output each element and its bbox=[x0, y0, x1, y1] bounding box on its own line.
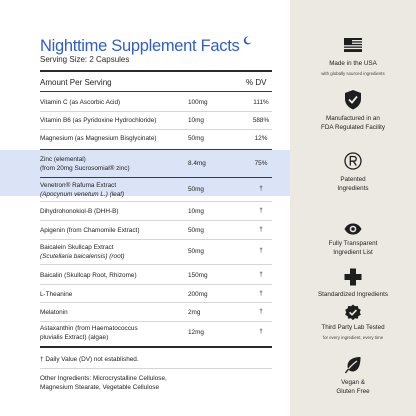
nutrient-amount: 150mg bbox=[188, 272, 208, 279]
nutrient-name-line2: pluvialis Extract) (algae) bbox=[40, 334, 109, 341]
nutrient-amount: 10mg bbox=[188, 208, 204, 215]
nutrient-name: L-Theanine bbox=[40, 291, 73, 298]
row-divider bbox=[40, 111, 272, 112]
nutrient-dv: 111% bbox=[253, 99, 269, 106]
nutrient-amount: 50mg bbox=[188, 186, 204, 193]
badge-label-line1: Patented bbox=[340, 176, 366, 183]
other-ingredients-line1: Other Ingredients: Microcrystalline Cellulose, bbox=[40, 375, 167, 382]
nutrient-name: Vitamin B6 (as Pyridoxine Hydrochloride) bbox=[40, 117, 157, 124]
nutrient-dv: † bbox=[259, 290, 263, 297]
nutrient-name-line1: Zinc (elemental) bbox=[40, 156, 86, 163]
astaxanthin-name: Astaxanthin (from Haematococcus bbox=[40, 325, 138, 332]
nutrient-amount: 2mg bbox=[188, 309, 201, 316]
row-divider bbox=[40, 129, 272, 130]
nutrient-dv: 75% bbox=[254, 160, 268, 167]
nutrient-dv: † bbox=[259, 308, 263, 315]
nutrient-dv: † bbox=[259, 226, 263, 233]
serving-size: Serving Size: 2 Capsules bbox=[40, 55, 130, 64]
nutrient-dv: † bbox=[259, 207, 263, 214]
usa-flag-icon bbox=[344, 38, 362, 56]
badge-note: for every ingredient, every time bbox=[322, 335, 384, 340]
divider-thick bbox=[40, 70, 272, 72]
nutrient-amount: 50mg bbox=[188, 135, 204, 142]
badge-label-line2: FDA Regulated Facility bbox=[320, 124, 386, 131]
shield-check-icon bbox=[344, 90, 362, 108]
eye-icon bbox=[344, 222, 362, 240]
row-divider bbox=[40, 220, 272, 221]
row-divider bbox=[40, 201, 272, 202]
badge-label-line2: Ingredient List bbox=[333, 249, 373, 256]
nutrient-amount: 12mg bbox=[188, 329, 204, 336]
row-divider bbox=[40, 239, 272, 240]
badge-label-line1: Fully Transparent bbox=[328, 240, 378, 247]
nutrient-dv: † bbox=[259, 328, 263, 335]
row-divider bbox=[40, 321, 272, 322]
nutrient-amount: 100mg bbox=[188, 99, 208, 106]
other-ingredients-line2: Magnesium Stearate, Vegetable Cellulose bbox=[40, 384, 160, 391]
nutrient-name-line1: Venetron® Rafuma Extract bbox=[40, 182, 117, 189]
panel-title bbox=[40, 31, 252, 56]
nutrient-dv: 588% bbox=[252, 117, 270, 124]
nutrient-dv: † bbox=[259, 185, 263, 192]
badge-label-line2: Ingredients bbox=[337, 185, 369, 192]
plus-icon bbox=[344, 268, 362, 286]
nutrient-amount: 50mg bbox=[188, 227, 204, 234]
nutrient-name-line2: (Scutellaria baicalensis) (root) bbox=[40, 253, 125, 260]
badge-label: Made in the USA bbox=[329, 60, 377, 67]
nutrient-dv: † bbox=[259, 247, 263, 254]
dv-header: % DV bbox=[246, 78, 267, 87]
title-text: Nighttime Supplement Facts bbox=[40, 37, 240, 55]
nutrient-amount: 10mg bbox=[188, 117, 204, 124]
nutrient-name bbox=[40, 181, 180, 199]
nutrient-name: Baicalin (Skullcap Root, Rhizome) bbox=[40, 272, 137, 279]
badge-label: Third Party Lab Tested bbox=[321, 324, 385, 331]
badge-label-line2: Gluten Free bbox=[336, 388, 370, 395]
amount-per-serving-header: Amount Per Serving bbox=[40, 78, 112, 87]
badge-label-line1: Manufactured in an bbox=[326, 115, 380, 122]
badge-label-line1: Vegan & bbox=[341, 379, 365, 386]
moon-icon bbox=[243, 31, 252, 50]
nutrient-name-line1: Baicalein Skullcap Extract bbox=[40, 244, 114, 251]
nutrient-name: Magnesium (as Magnesium Bisglycinate) bbox=[40, 135, 157, 142]
divider-footnote bbox=[40, 368, 272, 369]
registered-icon bbox=[344, 152, 362, 170]
nutrient-amount: 8.4mg bbox=[188, 160, 206, 167]
nutrient-name-line2: (from 20mg Sucrosomial® zinc) bbox=[40, 165, 130, 172]
other-ingredients bbox=[40, 374, 272, 392]
dv-footnote: † Daily Value (DV) not established. bbox=[40, 356, 139, 363]
divider-header bbox=[40, 91, 272, 92]
row-divider bbox=[40, 177, 272, 178]
nutrient-name bbox=[40, 155, 180, 173]
nutrient-name-line1 bbox=[40, 324, 180, 333]
seal-check-icon bbox=[344, 304, 362, 322]
row-divider bbox=[40, 302, 272, 303]
badge-note: with globally sourced ingredients bbox=[321, 71, 385, 76]
nutrient-dv: 12% bbox=[254, 135, 268, 142]
nutrient-name: Dihydrohonokiol-B (DHH-B) bbox=[40, 208, 119, 215]
row-divider bbox=[40, 284, 272, 285]
divider-thick-bottom bbox=[40, 346, 272, 348]
nutrient-name: Vitamin C (as Ascorbic Acid) bbox=[40, 99, 121, 106]
nutrient-name: Melatonin bbox=[40, 309, 68, 316]
nutrient-name-line2: (Apocynum venetum L.) (leaf) bbox=[40, 191, 125, 198]
nutrient-name bbox=[40, 243, 180, 261]
nutrient-name: Apigenin (from Chamomile Extract) bbox=[40, 227, 140, 234]
leaf-icon bbox=[344, 356, 362, 374]
nutrient-amount: 200mg bbox=[188, 291, 208, 298]
nutrient-amount: 50mg bbox=[188, 248, 204, 255]
row-divider bbox=[40, 264, 272, 265]
badge-label: Standardized Ingredients bbox=[317, 291, 388, 298]
row-divider bbox=[40, 149, 272, 150]
nutrient-dv: † bbox=[259, 271, 263, 278]
nutrient-name bbox=[40, 324, 180, 342]
